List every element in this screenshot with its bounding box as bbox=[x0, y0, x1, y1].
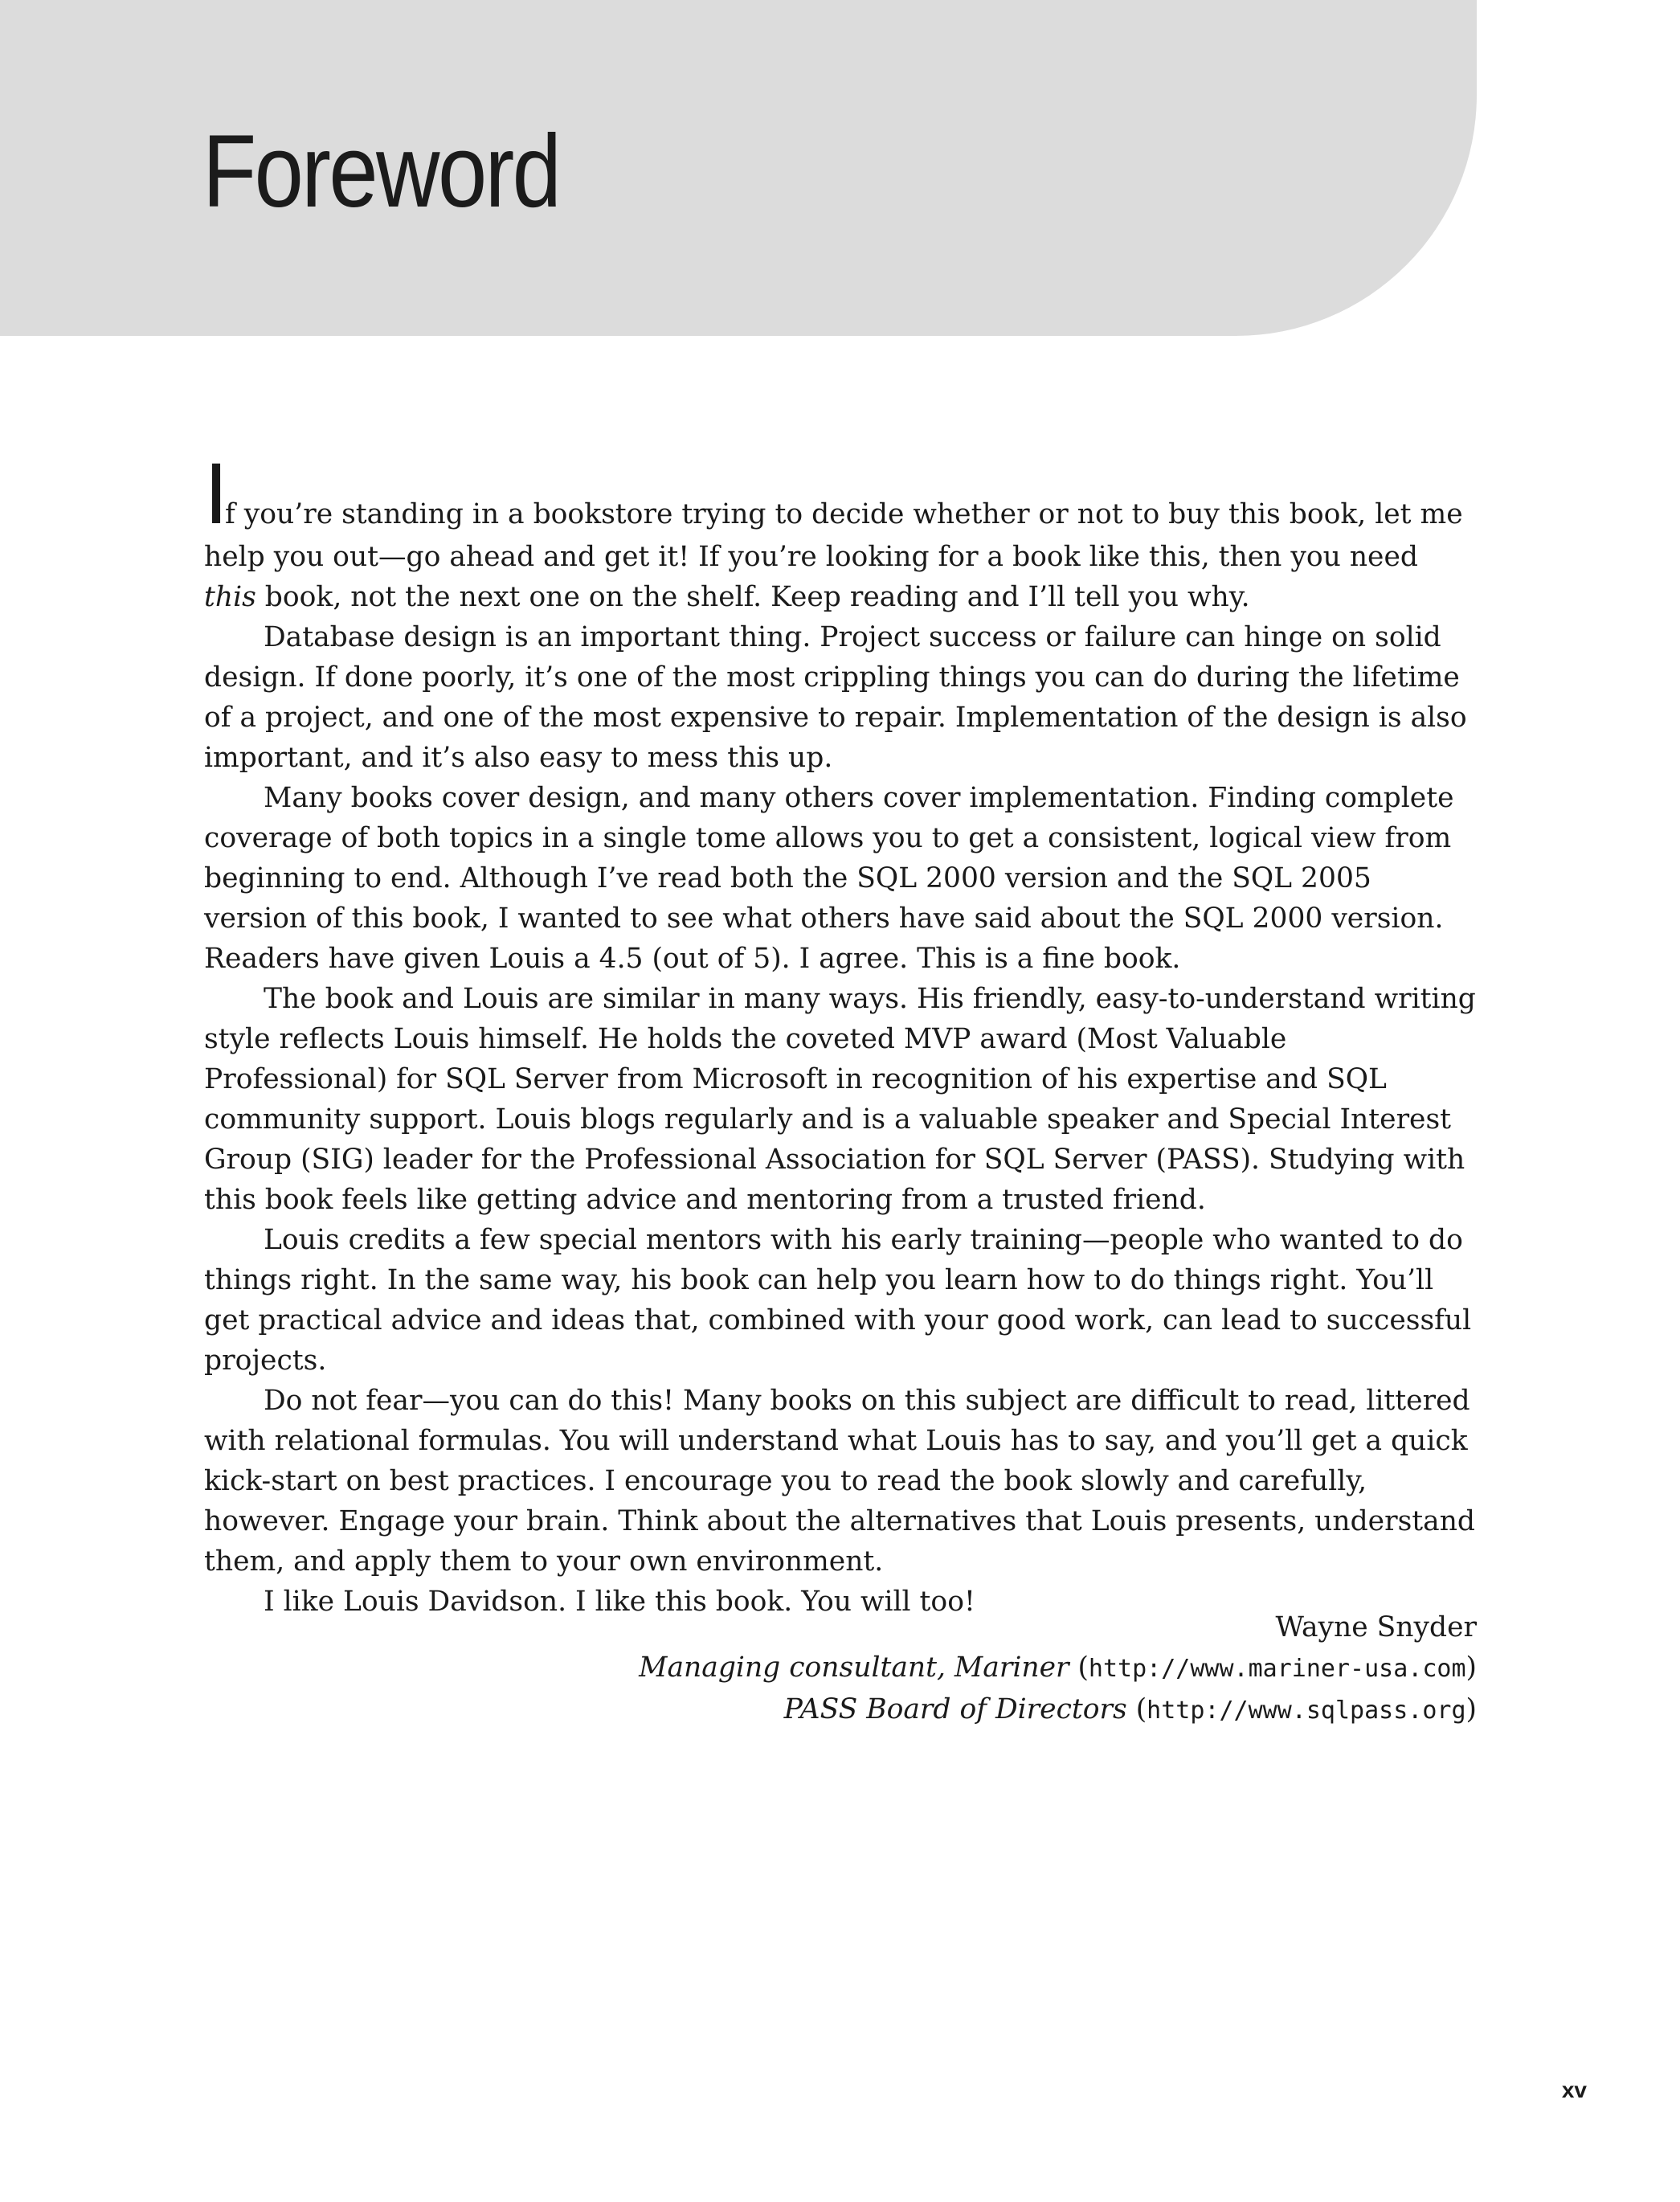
paragraph-7: I like Louis Davidson. I like this book. You will too! bbox=[264, 1586, 975, 1618]
paragraph-6: Do not fear—you can do this! Many books on this subject are difficult to read, littered with relational formulas. You will understand what Louis has to say, and you’ll get a quick kick-start on best practices. I encourage you to read the book slowly and carefully, however. Engage your brain. Think about the alternatives that Louis presents, understand them, and apply them to your own environment. bbox=[204, 1385, 1476, 1578]
paragraph-1 bbox=[204, 444, 1477, 617]
paragraph-4: The book and Louis are similar in many ways. His friendly, easy-to-understand writing style reflects Louis himself. He holds the coveted MVP award (Most Valuable Professional) for SQL Server from Microsoft in recognition of his expertise and SQL community support. Louis blogs regularly and is a valuable speaker and Special Interest Group (SIG) leader for the Professional Association for SQL Server (PASS). Studying with this book feels like getting advice and mentoring from a trusted friend. bbox=[204, 983, 1476, 1216]
chapter-title: Foreword bbox=[202, 114, 560, 229]
paragraph-2: Database design is an important thing. Project success or failure can hinge on solid design. If done poorly, it’s one of the most crippling things you can do during the lifetime of a project, and one of the most expensive to repair. Implementation of the design is also important, and it’s also easy to mess this up. bbox=[204, 621, 1467, 774]
paragraph-3: Many books cover design, and many others cover implementation. Finding complete coverage of both topics in a single tome allows you to get a consistent, logical view from beginning to end. Although I’ve read both the SQL 2000 version and the SQL 2005 version of this book, I wanted to see what others have said about the SQL 2000 version. Readers have given Louis a 4.5 (out of 5). I agree. This is a fine book. bbox=[204, 782, 1454, 975]
paragraph-1-text-b: book, not the next one on the shelf. Keep reading and I’ll tell you why. bbox=[255, 581, 1250, 613]
paragraph-1-emphasis: this bbox=[204, 581, 256, 613]
page-number: xv bbox=[1561, 2077, 1587, 2102]
author-name: Wayne Snyder bbox=[1275, 1611, 1477, 1643]
affiliation-role: Managing consultant, Mariner bbox=[639, 1652, 1069, 1684]
affiliation-url: http://www.sqlpass.org bbox=[1147, 1697, 1466, 1725]
affiliation-line: Managing consultant, Mariner (http://www.mariner-usa.com) bbox=[639, 1652, 1477, 1684]
affiliation-line: PASS Board of Directors (http://www.sqlpass.org) bbox=[783, 1693, 1477, 1725]
affiliation-role: PASS Board of Directors bbox=[783, 1693, 1127, 1725]
foreword-body bbox=[204, 444, 1477, 1622]
paragraph-1-text-a: f you’re standing in a bookstore trying to decide whether or not to buy this book, let me help you out—go ahead and get it! If you’re looking for a book like this, then you need bbox=[204, 498, 1463, 573]
paragraph-5: Louis credits a few special mentors with his early training—people who wanted to do things right. In the same way, his book can help you learn how to do things right. You’ll get practical advice and ideas that, combined with your good work, can lead to successful projects. bbox=[204, 1224, 1472, 1377]
signature-block bbox=[639, 1607, 1477, 1731]
drop-cap: I bbox=[204, 444, 226, 542]
affiliation-url: http://www.mariner-usa.com bbox=[1088, 1655, 1466, 1683]
